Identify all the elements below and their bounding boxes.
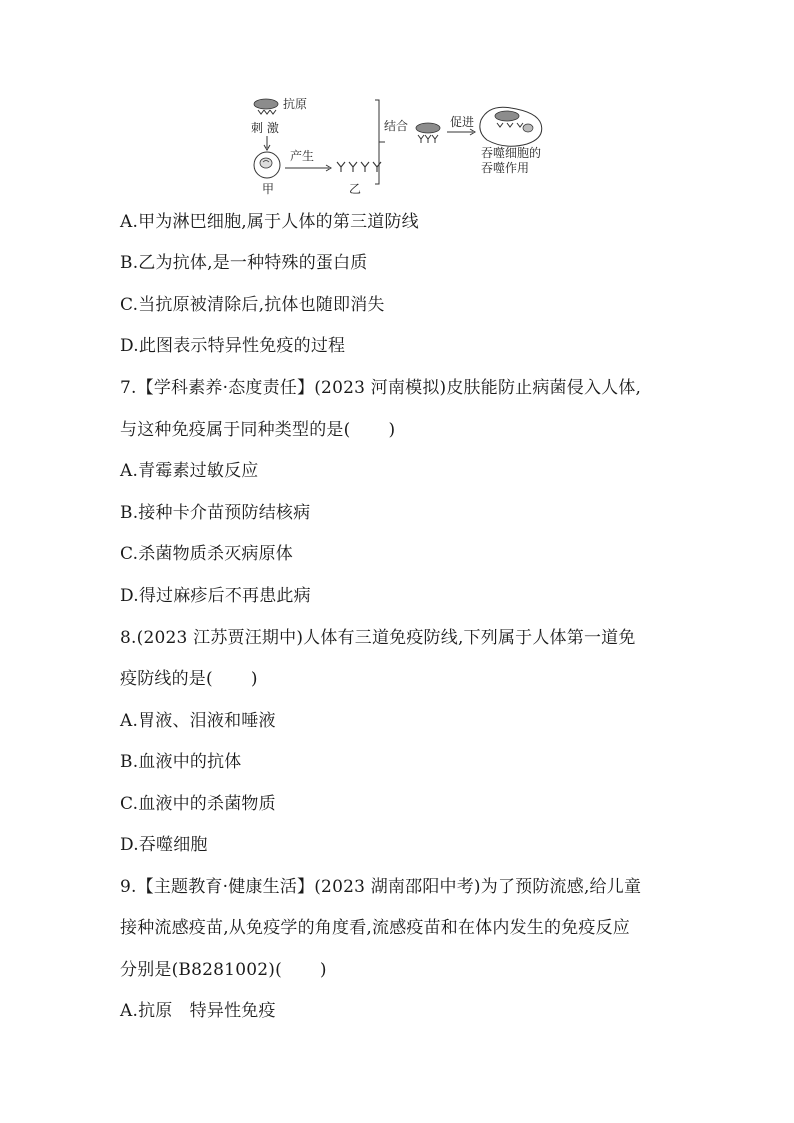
q8-stem-line2 [120, 668, 258, 690]
q6-option-b: B.乙为抗体,是一种特殊的蛋白质 [120, 253, 368, 273]
q8-option-d: D.吞噬细胞 [120, 835, 208, 855]
antigen-label: 抗原 [283, 97, 308, 111]
lymphocyte-icon [254, 152, 280, 178]
q9-stem-line3 [120, 959, 327, 981]
q7-option-a: A.青霉素过敏反应 [120, 461, 259, 481]
antibodies-icon [337, 162, 381, 172]
q7-stem-line1: 7.【学科素养·态度责任】(2023 河南模拟)皮肤能防止病菌侵入人体, [120, 378, 642, 398]
q9-stem-text: 分别是(B8281002)( [120, 960, 282, 980]
q7-stem-text: 与这种免疫属于同种类型的是( [120, 420, 351, 440]
q8-stem-line1: 8.(2023 江苏贾汪期中)人体有三道免疫防线,下列属于人体第一道免 [120, 628, 636, 648]
q9-option-a: A.抗原 特异性免疫 [120, 1001, 276, 1021]
q6-option-a: A.甲为淋巴细胞,属于人体的第三道防线 [120, 212, 419, 232]
arrow-right-icon [285, 165, 331, 171]
combine-label: 结合 [384, 119, 409, 133]
q9-stem-line1: 9.【主题教育·健康生活】(2023 湖南邵阳中考)为了预防流感,给儿童 [120, 877, 642, 897]
antibody-label-yi: 乙 [349, 182, 362, 196]
stimulate-label: 刺 激 [251, 121, 279, 135]
diagram-svg [245, 92, 565, 200]
result-label-line1: 吞噬细胞的 [481, 146, 542, 160]
close-paren: ) [250, 669, 258, 689]
q8-stem-text: 疫防线的是( [120, 669, 213, 689]
q7-option-b: B.接种卡介苗预防结核病 [120, 503, 311, 523]
close-paren: ) [388, 420, 396, 440]
q8-option-c: C.血液中的杀菌物质 [120, 794, 276, 814]
q9-stem-line2: 接种流感疫苗,从免疫学的角度看,流感疫苗和在体内发生的免疫反应 [120, 918, 631, 938]
result-label-line2: 吞噬作用 [481, 161, 530, 175]
q6-option-d: D.此图表示特异性免疫的过程 [120, 336, 346, 356]
q8-option-b: B.血液中的抗体 [120, 752, 242, 772]
q7-option-d: D.得过麻疹后不再患此病 [120, 586, 311, 606]
cell-label-jia: 甲 [262, 182, 275, 196]
arrow-down-icon [264, 136, 270, 150]
close-paren: ) [319, 960, 327, 980]
q8-option-a: A.胃液、泪液和唾液 [120, 711, 276, 731]
q7-option-c: C.杀菌物质杀灭病原体 [120, 544, 294, 564]
arrow-right-icon-2 [447, 129, 475, 135]
q6-option-c: C.当抗原被清除后,抗体也随即消失 [120, 295, 385, 315]
phagocyte-icon [480, 107, 542, 146]
q7-stem-line2 [120, 419, 395, 441]
antigen-antibody-complex-icon [416, 123, 440, 143]
antigen-icon [254, 99, 278, 114]
promote-label: 促进 [450, 115, 475, 129]
produce-label: 产生 [290, 149, 315, 163]
immune-response-diagram [245, 92, 565, 200]
